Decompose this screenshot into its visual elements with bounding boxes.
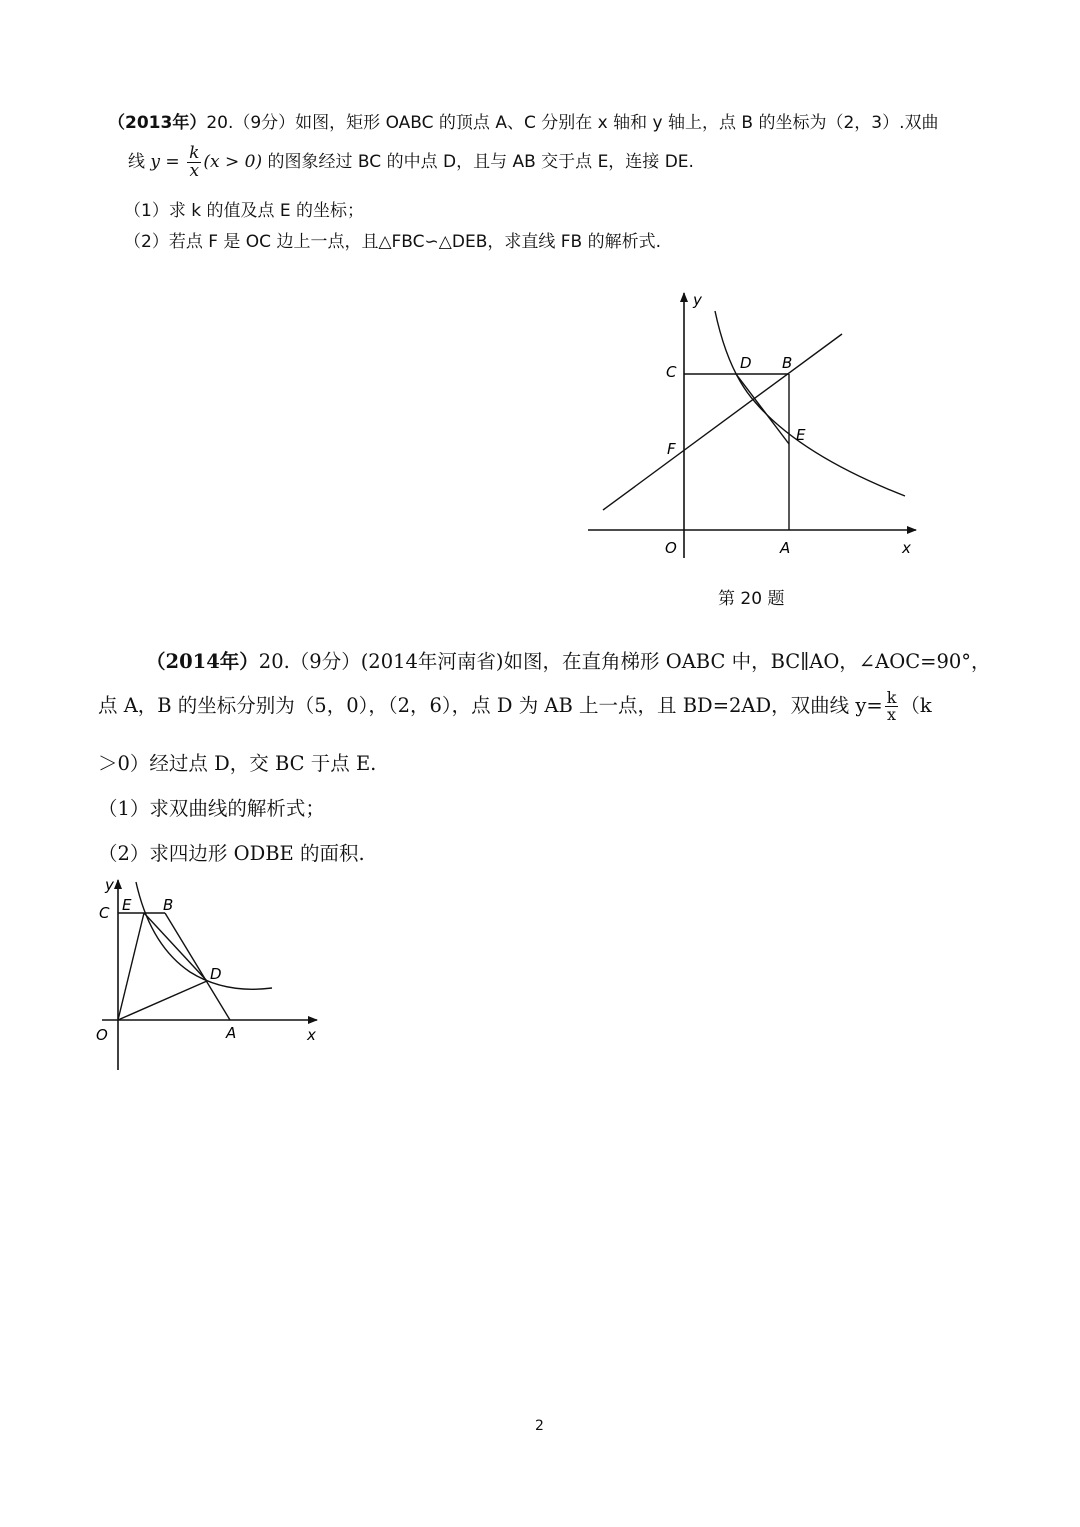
formula-2014-numerator: k	[886, 688, 897, 707]
line-fb	[603, 334, 842, 510]
problem-2014-question-2: （2）求四边形 ODBE 的面积.	[98, 842, 365, 865]
hyperbola-curve-2014	[136, 882, 272, 989]
label-b-2014: B	[163, 896, 174, 914]
label-d: D	[740, 354, 752, 372]
label-b: B	[782, 354, 793, 372]
problem-2014-statement-line3: ＞0）经过点 D，交 BC 于点 E.	[98, 752, 377, 775]
formula-2014-denominator: x	[887, 705, 897, 724]
label-e: E	[796, 426, 806, 444]
problem-2013-tag: （2013年）	[108, 113, 207, 133]
problem-2014-question-1: （1）求双曲线的解析式；	[98, 797, 325, 820]
figure-2013-caption: 第 20 题	[718, 589, 785, 609]
label-f: F	[667, 440, 676, 458]
label-x-2014: x	[307, 1026, 316, 1044]
label-x: x	[902, 539, 911, 557]
problem-2014-line1	[146, 646, 991, 674]
problem-2013-question-1: （1）求 k 的值及点 E 的坐标；	[124, 201, 365, 221]
segment-ed	[144, 913, 207, 981]
label-d-2014: D	[210, 965, 222, 983]
problem-2013-line2-rest: 的图象经过 BC 的中点 D，且与 AB 交于点 E，连接 DE.	[267, 152, 694, 172]
label-a: A	[780, 539, 791, 557]
segment-de	[736, 374, 789, 444]
problem-2013-line1	[108, 108, 938, 133]
formula-lhs: y =	[150, 152, 180, 172]
label-y-2014: y	[105, 876, 114, 894]
label-c: C	[666, 363, 677, 381]
problem-2013-line2	[128, 136, 694, 188]
label-e-2014: E	[122, 896, 132, 914]
problem-2013-line2-lead: 线	[128, 152, 145, 172]
problem-2014-tag: （2014年）	[146, 650, 259, 673]
label-o: O	[665, 539, 677, 557]
problem-2014-statement-line2: 点 A，B 的坐标分别为（5，0），（2，6），点 D 为 AB 上一点，且 BD=2AD，双曲线 y=	[98, 694, 883, 717]
label-c-2014: C	[99, 904, 110, 922]
figure-2013	[580, 285, 930, 565]
page-number: 2	[535, 1418, 544, 1434]
formula-numerator: k	[189, 142, 200, 163]
label-o-2014: O	[96, 1026, 108, 1044]
segment-od	[118, 981, 207, 1020]
formula-denominator: x	[189, 160, 200, 181]
segment-oe	[118, 913, 144, 1020]
formula-fraction	[187, 142, 201, 181]
problem-2014-line2-tail: （k	[900, 694, 932, 717]
formula-condition: (x > 0)	[203, 152, 263, 172]
problem-2014-line2	[98, 684, 932, 728]
label-y: y	[693, 291, 702, 309]
label-a-2014: A	[226, 1024, 237, 1042]
problem-2013-statement-line1: 20.（9分）如图，矩形 OABC 的顶点 A、C 分别在 x 轴和 y 轴上，点 B 的坐标为（2，3）.双曲	[206, 113, 939, 133]
problem-2013-question-2: （2）若点 F 是 OC 边上一点，且△FBC∽△DEB，求直线 FB 的解析式.	[124, 232, 662, 252]
formula-2014-fraction	[885, 690, 899, 723]
figure-2014	[90, 870, 330, 1080]
problem-2014-statement-line1: 20.（9分）(2014年河南省)如图，在直角梯形 OABC 中，BC∥AO，∠AOC=90°，	[258, 650, 991, 673]
hyperbola-curve	[715, 311, 905, 496]
